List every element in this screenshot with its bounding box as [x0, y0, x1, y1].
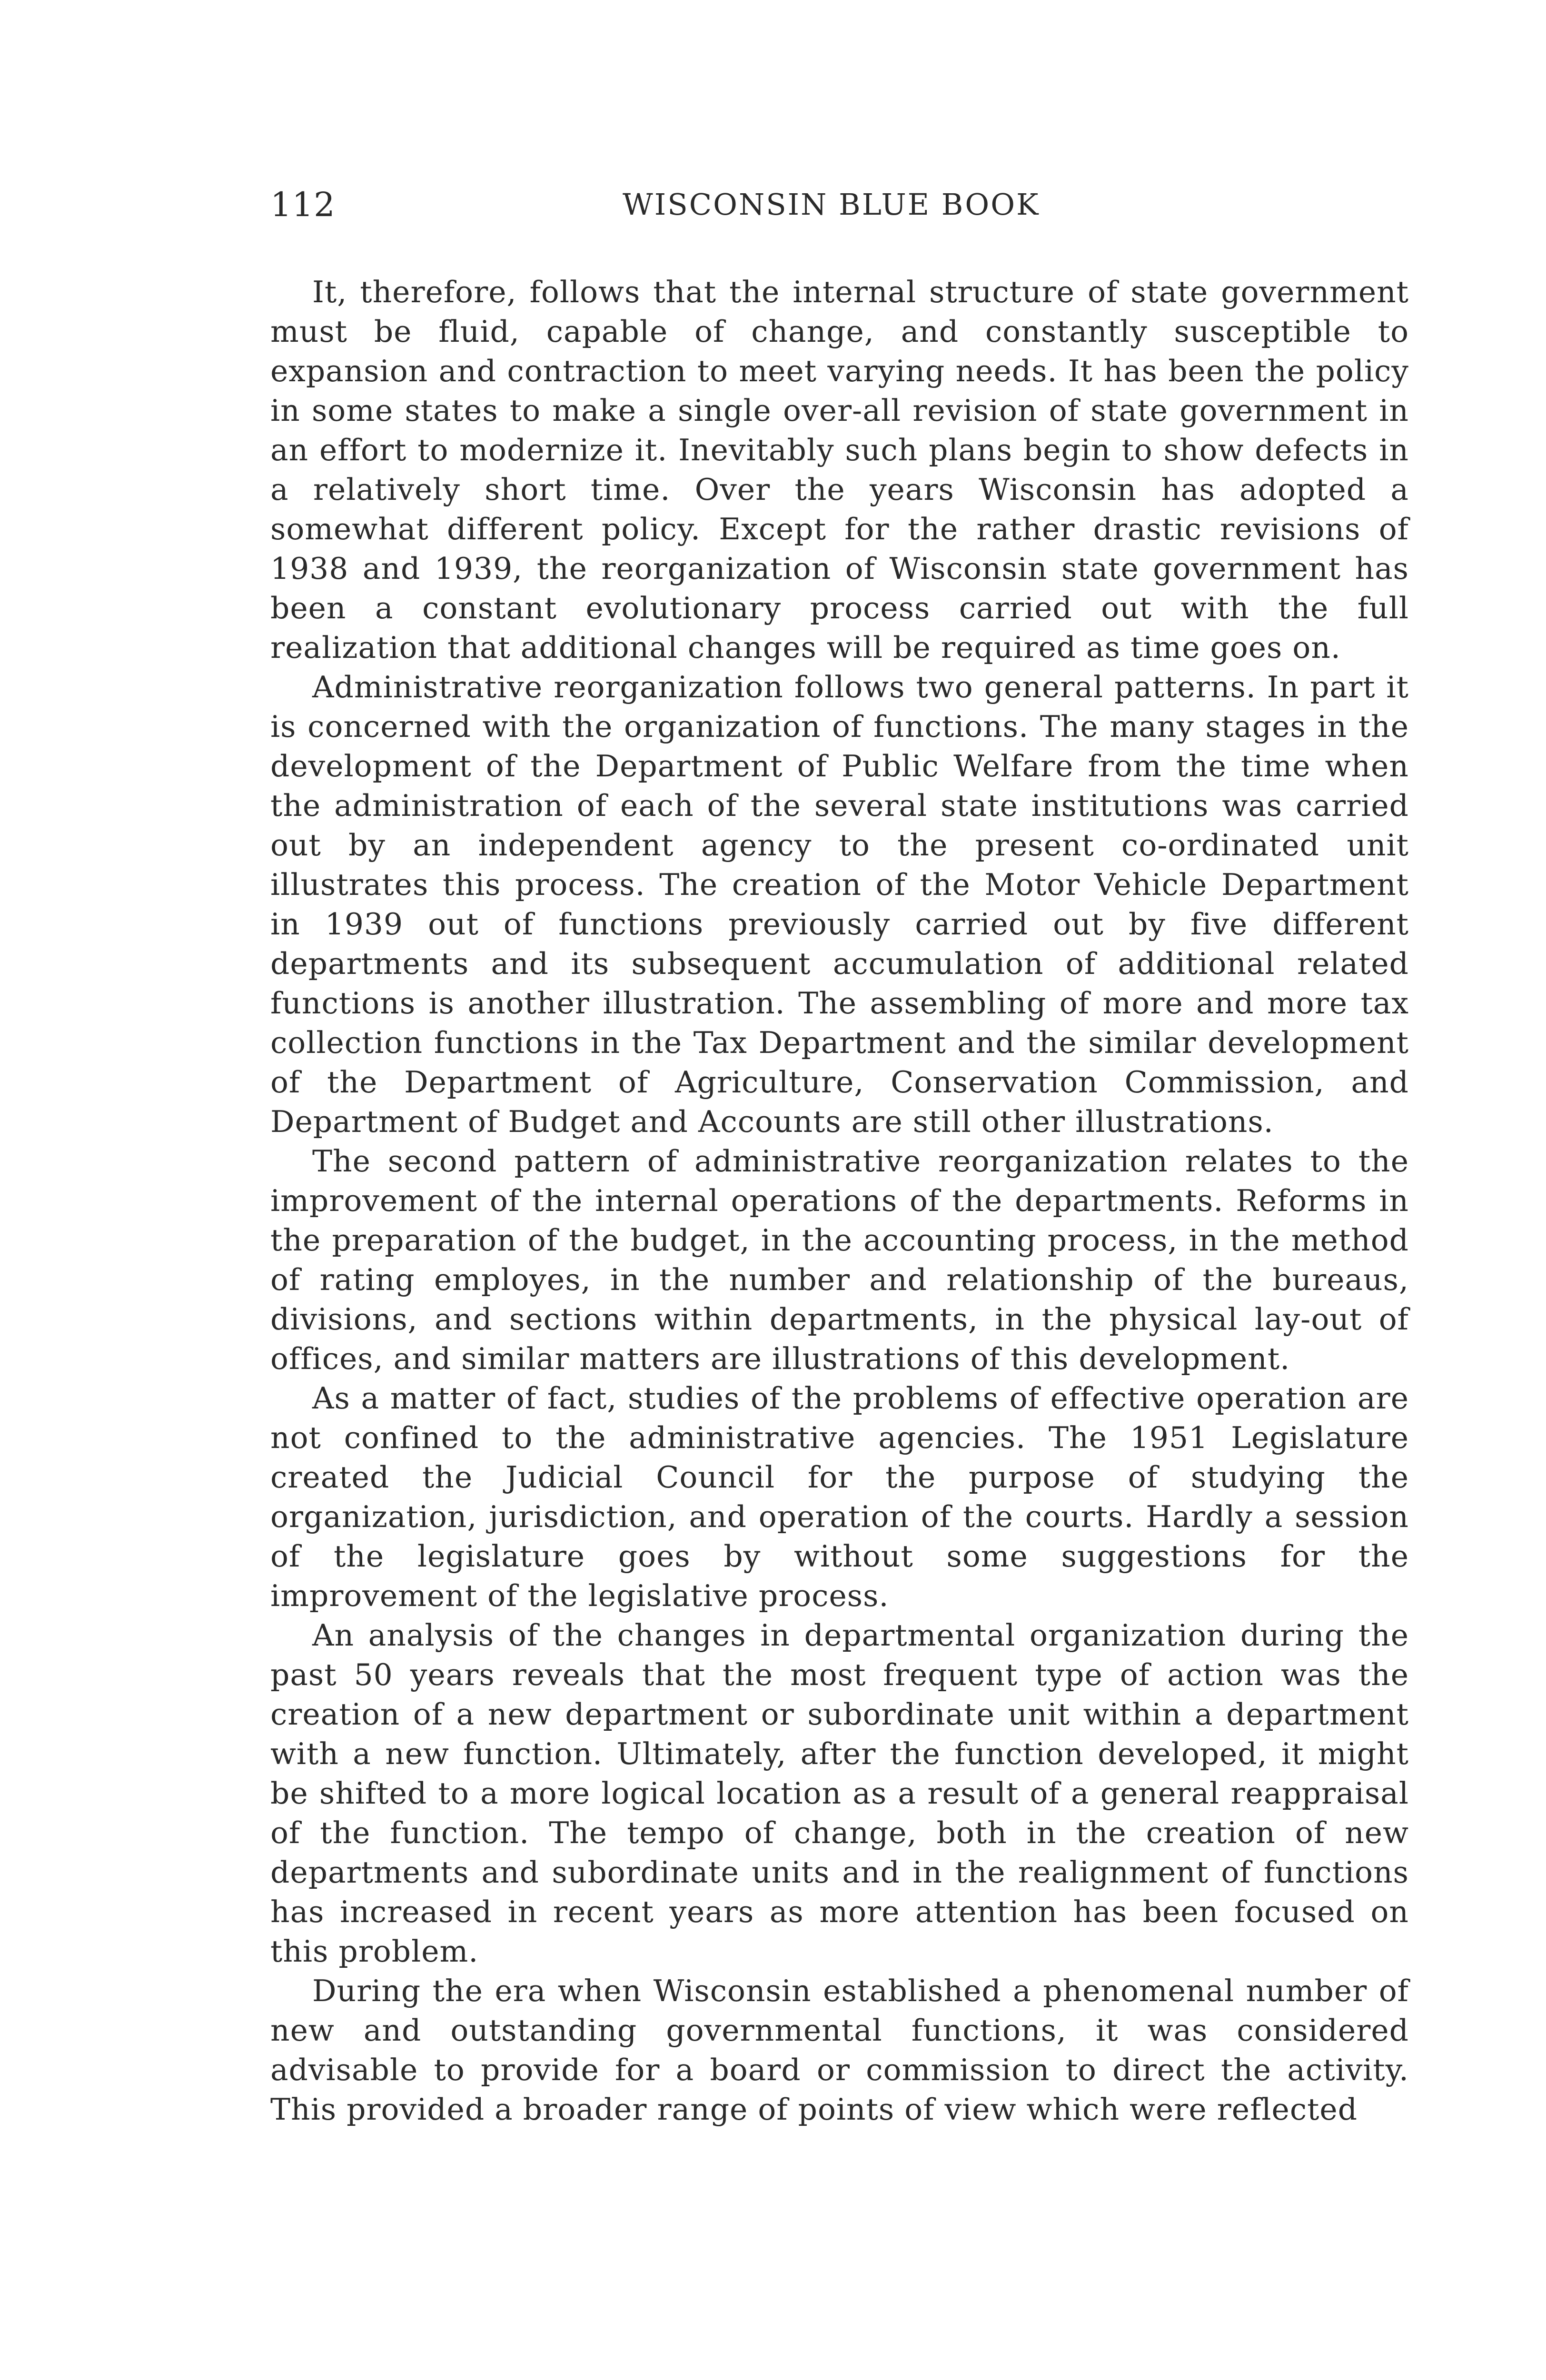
paragraph: An analysis of the changes in departmental organization during the past 50 years reveals that the most frequent type of action was the creation of a new department or subordinate unit within a department with a new function. Ultimately, after the function developed, it might be shifted to a more logical location as a result of a general reappraisal of the function. The tempo of change, both in the creation of new departments and subordinate units and in the realignment of functions has increased in recent years as more attention has been focused on this problem. — [270, 1618, 1409, 1969]
paragraph: During the era when Wisconsin established a phenomenal number of new and outstanding governmental functions, it was considered advisable to provide for a board or commission to direct the activity. This provided a broader range of points of view which were reflected — [270, 1973, 1409, 2127]
paragraph: Administrative reorganization follows two general patterns. In part it is concerned with the organization of functions. The many stages in the development of the Department of Public Welfare from the time when the administration of each of the several state institutions was carried out by an independent agency to the present co-ordinated unit illustrates this process. The creation of the Motor Vehicle Department in 1939 out of functions previously carried out by five different departments and its subsequent accumulation of additional related functions is another illustration. The assembling of more and more tax collection functions in the Tax Department and the similar development of the Department of Agriculture, Conservation Commission, and Department of Budget and Accounts are still other illustrations. — [270, 670, 1409, 1139]
running-title: WISCONSIN BLUE BOOK — [623, 187, 1040, 222]
body-text — [270, 272, 1409, 2129]
paragraph: It, therefore, follows that the internal structure of state government must be fluid, capable of change, and constantly susceptible to expansion and contraction to meet varying needs. It has been the policy in some states to make a single over-all revision of state government in an effort to modernize it. Inevitably such plans begin to show defects in a relatively short time. Over the years Wisconsin has adopted a somewhat different policy. Except for the rather drastic revisions of 1938 and 1939, the reorganization of Wisconsin state government has been a constant evolutionary process carried out with the full realization that additional changes will be required as time goes on. — [270, 275, 1409, 665]
paragraph: The second pattern of administrative reorganization relates to the improvement of the internal operations of the departments. Reforms in the preparation of the budget, in the accounting process, in the method of rating employes, in the number and relationship of the bureaus, divisions, and sections within departments, in the physical lay-out of offices, and similar matters are illustrations of this development. — [270, 1144, 1409, 1376]
page-header — [270, 183, 1413, 226]
paragraph: As a matter of fact, studies of the problems of effective operation are not confined to the administrative agencies. The 1951 Legislature created the Judicial Council for the purpose of studying the organization, jurisdiction, and operation of the courts. Hardly a session of the legislature goes by without some suggestions for the improvement of the legislative process. — [270, 1381, 1409, 1613]
page-number: 112 — [270, 185, 336, 224]
